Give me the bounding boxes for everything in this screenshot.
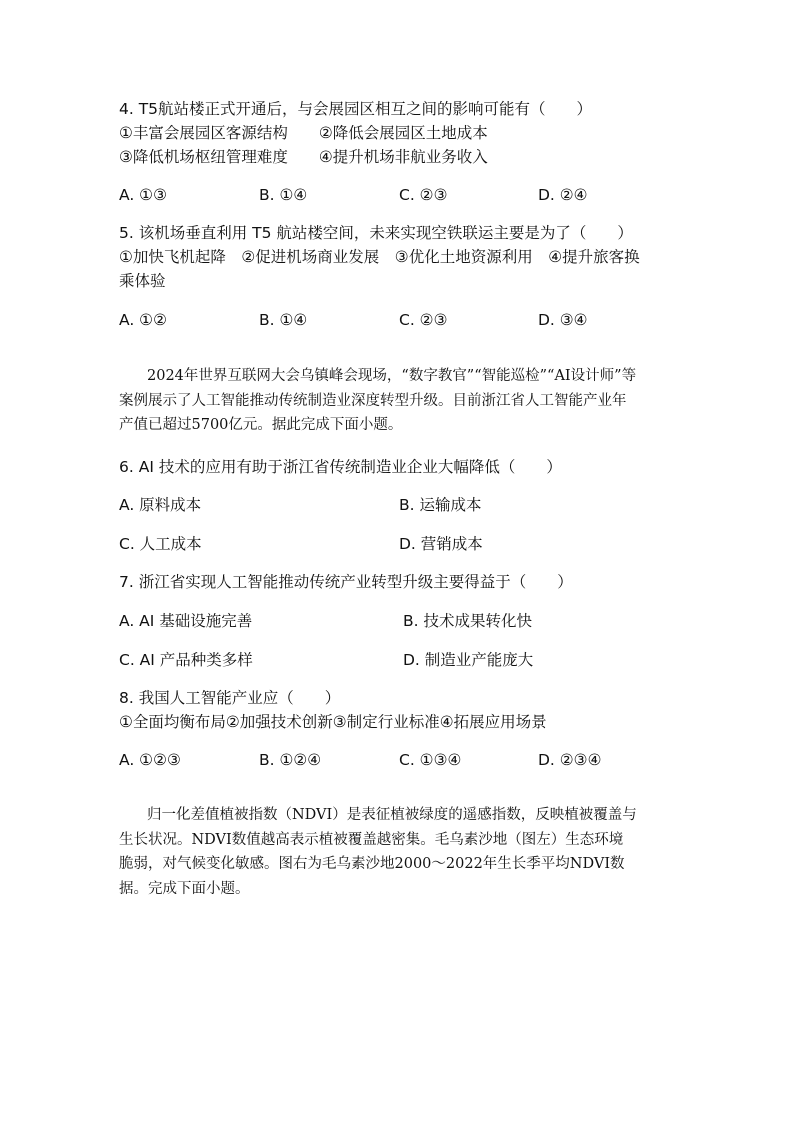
q5-items-line2: 乘体验 bbox=[119, 272, 166, 290]
passage-2 bbox=[119, 803, 679, 901]
passage-2-line3: 脆弱，对气候变化敏感。图右为毛乌素沙地2000～2022年生长季平均NDVI数 bbox=[119, 856, 625, 872]
passage-1 bbox=[119, 364, 679, 438]
q4-items-line2: ③降低机场枢纽管理难度 ④提升机场非航业务收入 bbox=[119, 148, 488, 166]
q6-option-c: C. 人工成本 bbox=[119, 535, 202, 553]
q8-option-d: D. ②③④ bbox=[538, 751, 602, 769]
q7-option-b: B. 技术成果转化快 bbox=[403, 612, 532, 630]
q7-stem: 7. 浙江省实现人工智能推动传统产业转型升级主要得益于（ ） bbox=[119, 573, 573, 591]
q8-option-a: A. ①②③ bbox=[119, 751, 181, 769]
q8-option-b: B. ①②④ bbox=[259, 751, 322, 769]
q8-option-c: C. ①③④ bbox=[399, 751, 462, 769]
q5-option-c: C. ②③ bbox=[399, 311, 448, 329]
q6-option-b: B. 运输成本 bbox=[399, 496, 482, 514]
q5-option-d: D. ③④ bbox=[538, 311, 588, 329]
passage-1-line2: 案例展示了人工智能推动传统制造业深度转型升级。目前浙江省人工智能产业年 bbox=[119, 392, 627, 409]
q4-option-d: D. ②④ bbox=[538, 186, 588, 204]
q7-option-a: A. AI 基础设施完善 bbox=[119, 612, 253, 630]
q7-option-d: D. 制造业产能庞大 bbox=[403, 651, 534, 669]
q8-items: ①全面均衡布局②加强技术创新③制定行业标准④拓展应用场景 bbox=[119, 713, 547, 731]
q4-option-b: B. ①④ bbox=[259, 186, 308, 204]
q4-option-c: C. ②③ bbox=[399, 186, 448, 204]
q8-stem: 8. 我国人工智能产业应（ ） bbox=[119, 689, 341, 707]
q4-option-a: A. ①③ bbox=[119, 186, 167, 204]
passage-2-line4: 据。完成下面小题。 bbox=[119, 880, 250, 897]
q5-stem: 5. 该机场垂直利用 T5 航站楼空间，未来实现空铁联运主要是为了（ ） bbox=[119, 224, 633, 242]
q6-option-d: D. 营销成本 bbox=[399, 535, 483, 553]
q4-items-line1: ①丰富会展园区客源结构 ②降低会展园区土地成本 bbox=[119, 124, 488, 142]
passage-2-line2: 生长状况。NDVI数值越高表示植被覆盖越密集。毛乌素沙地（图左）生态环境 bbox=[119, 831, 624, 848]
q5-option-a: A. ①② bbox=[119, 311, 167, 329]
passage-1-line1: 2024年世界互联网大会乌镇峰会现场，“数字教官”“智能巡检”“AI设计师”等 bbox=[147, 368, 637, 384]
q4-stem: 4. T5航站楼正式开通后，与会展园区相互之间的影响可能有（ ） bbox=[119, 100, 593, 118]
q5-items-line1: ①加快飞机起降 ②促进机场商业发展 ③优化土地资源利用 ④提升旅客换 bbox=[119, 248, 640, 266]
passage-1-line3: 产值已超过5700亿元。据此完成下面小题。 bbox=[119, 417, 403, 433]
q6-stem: 6. AI 技术的应用有助于浙江省传统制造业企业大幅降低（ ） bbox=[119, 458, 562, 476]
q5-option-b: B. ①④ bbox=[259, 311, 308, 329]
q6-option-a: A. 原料成本 bbox=[119, 496, 202, 514]
passage-2-line1: 归一化差值植被指数（NDVI）是表征植被绿度的遥感指数，反映植被覆盖与 bbox=[147, 807, 637, 823]
q7-option-c: C. AI 产品种类多样 bbox=[119, 651, 253, 669]
